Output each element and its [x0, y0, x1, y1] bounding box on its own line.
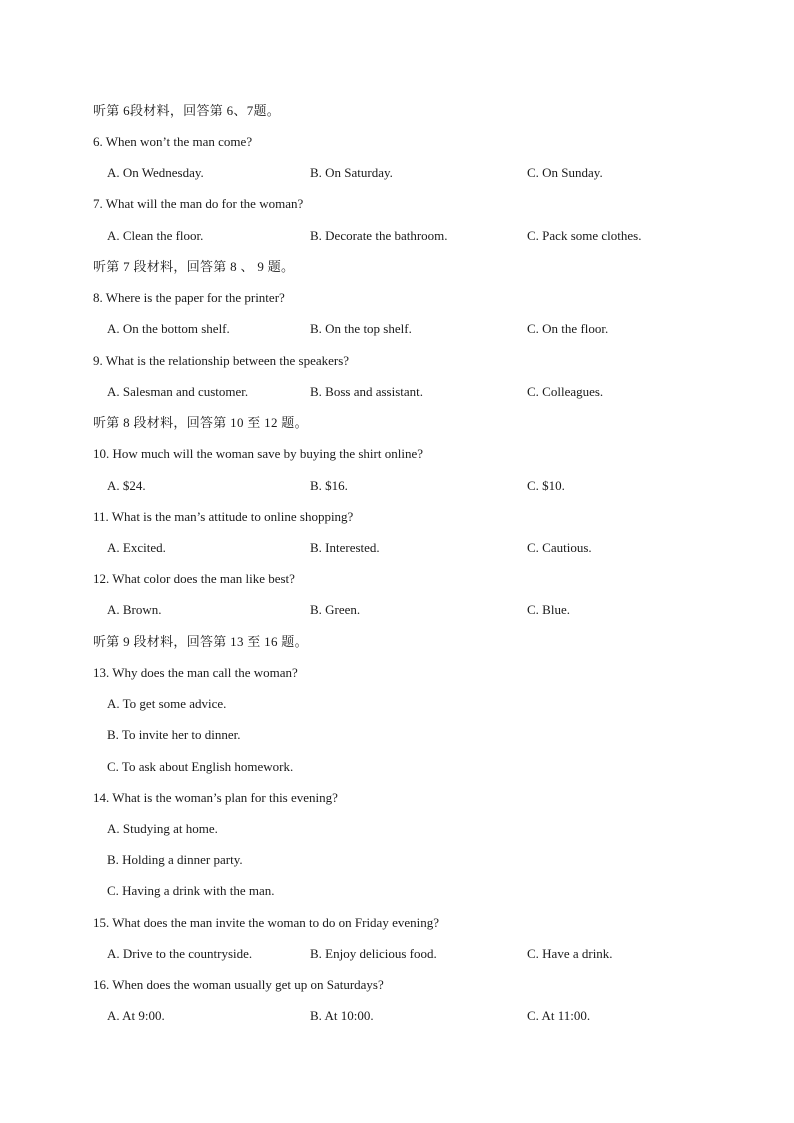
- question-15-option-b: B. Enjoy delicious food.: [310, 946, 437, 961]
- question-16-option-b: B. At 10:00.: [310, 1008, 374, 1023]
- question-9-option-a: A. Salesman and customer.: [107, 384, 249, 399]
- section-heading-7: 听第 7 段材料，回答第 8 、 9 题。: [93, 259, 295, 274]
- question-14: 14. What is the woman’s plan for this evening?: [93, 790, 338, 805]
- question-11-option-a: A. Excited.: [107, 540, 166, 555]
- question-7: 7. What will the man do for the woman?: [93, 196, 304, 211]
- question-12-option-c: C. Blue.: [527, 602, 570, 617]
- question-9-option-c: C. Colleagues.: [527, 384, 604, 399]
- question-10-option-c: C. $10.: [527, 478, 565, 493]
- question-13: 13. Why does the man call the woman?: [93, 665, 298, 680]
- question-12-option-a: A. Brown.: [107, 602, 162, 617]
- question-6-option-c: C. On Sunday.: [527, 165, 603, 180]
- section-heading-6: 听第 6段材料，回答第 6、7题。: [93, 103, 281, 118]
- question-8-option-b: B. On the top shelf.: [310, 321, 412, 336]
- question-6-option-a: A. On Wednesday.: [107, 165, 204, 180]
- question-7-option-a: A. Clean the floor.: [107, 228, 204, 243]
- question-7-option-b: B. Decorate the bathroom.: [310, 228, 448, 243]
- question-12-option-b: B. Green.: [310, 602, 361, 617]
- question-7-option-c: C. Pack some clothes.: [527, 228, 642, 243]
- question-10: 10. How much will the woman save by buying the shirt online?: [93, 446, 424, 461]
- question-14-option-b: B. Holding a dinner party.: [107, 852, 243, 867]
- section-heading-9: 听第 9 段材料，回答第 13 至 16 题。: [93, 634, 308, 649]
- question-16: 16. When does the woman usually get up on Saturdays?: [93, 977, 384, 992]
- question-13-option-a: A. To get some advice.: [107, 696, 227, 711]
- question-9: 9. What is the relationship between the speakers?: [93, 353, 350, 368]
- question-15-option-a: A. Drive to the countryside.: [107, 946, 253, 961]
- question-16-option-a: A. At 9:00.: [107, 1008, 165, 1023]
- question-16-option-c: C. At 11:00.: [527, 1008, 591, 1023]
- question-14-option-c: C. Having a drink with the man.: [107, 883, 275, 898]
- question-6-option-b: B. On Saturday.: [310, 165, 393, 180]
- question-10-option-b: B. $16.: [310, 478, 348, 493]
- question-15: 15. What does the man invite the woman to do on Friday evening?: [93, 915, 439, 930]
- question-9-option-b: B. Boss and assistant.: [310, 384, 424, 399]
- question-10-option-a: A. $24.: [107, 478, 146, 493]
- question-14-option-a: A. Studying at home.: [107, 821, 218, 836]
- section-heading-8: 听第 8 段材料，回答第 10 至 12 题。: [93, 415, 308, 430]
- question-8: 8. Where is the paper for the printer?: [93, 290, 285, 305]
- question-13-option-b: B. To invite her to dinner.: [107, 727, 241, 742]
- question-12: 12. What color does the man like best?: [93, 571, 295, 586]
- question-11-option-c: C. Cautious.: [527, 540, 592, 555]
- question-8-option-a: A. On the bottom shelf.: [107, 321, 230, 336]
- question-15-option-c: C. Have a drink.: [527, 946, 613, 961]
- question-8-option-c: C. On the floor.: [527, 321, 609, 336]
- question-11: 11. What is the man’s attitude to online shopping?: [93, 509, 354, 524]
- question-13-option-c: C. To ask about English homework.: [107, 759, 294, 774]
- question-6: 6. When won’t the man come?: [93, 134, 253, 149]
- question-11-option-b: B. Interested.: [310, 540, 380, 555]
